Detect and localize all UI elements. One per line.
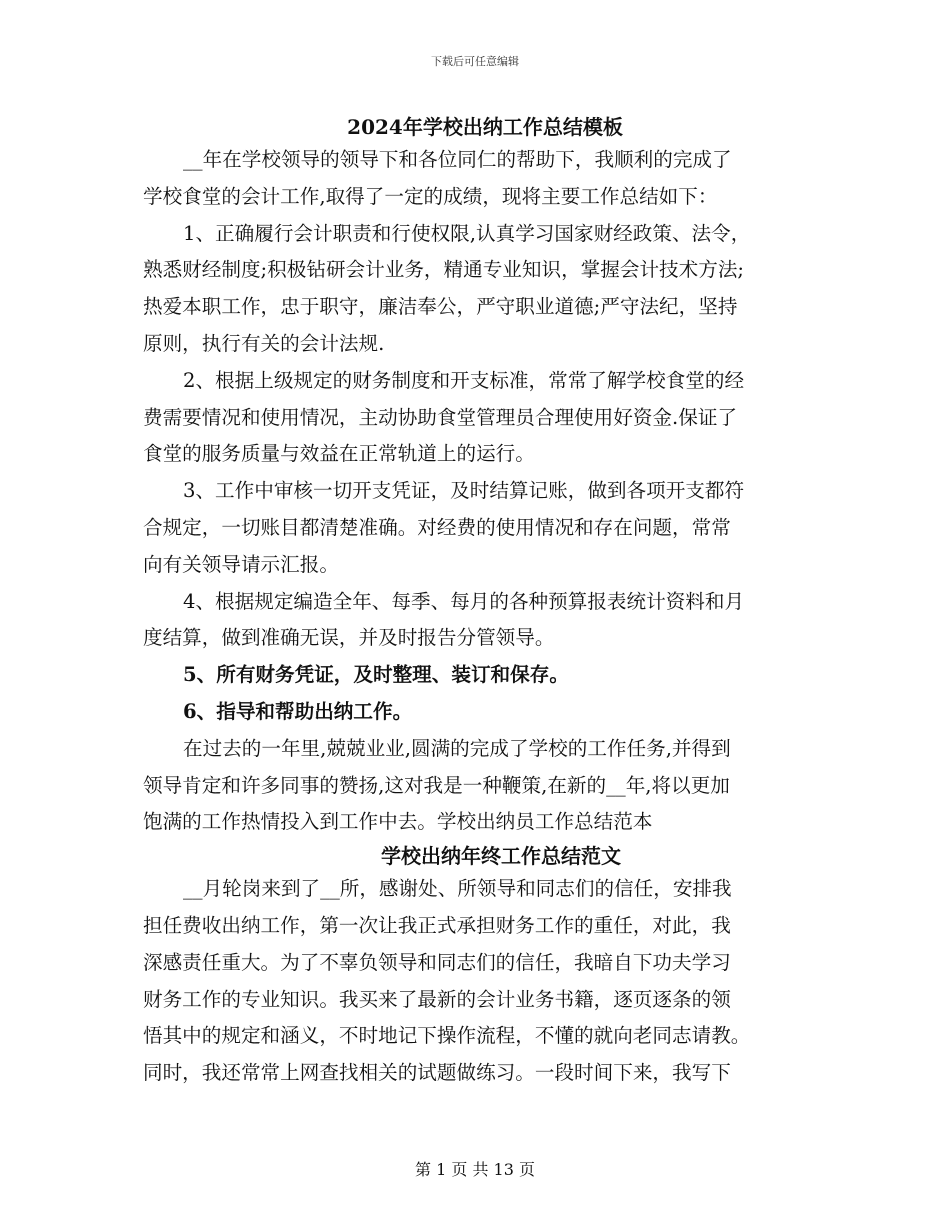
item-1-paragraph [143, 216, 815, 363]
section-2-line: 财务工作的专业知识。我买来了最新的会计业务书籍，逐页逐条的领 [143, 987, 731, 1011]
closing-line: 在过去的一年里,兢兢业业,圆满的完成了学校的工作任务,并得到 [183, 736, 731, 760]
section-2-line: 悟其中的规定和涵义，不时地记下操作流程，不懂的就向老同志请教。 [143, 1024, 751, 1048]
item-4-line: 4、根据规定编造全年、每季、每月的各种预算报表统计资料和月 [183, 589, 745, 613]
document-body [143, 112, 815, 1092]
intro-paragraph [143, 142, 815, 216]
intro-line: 学校食堂的会计工作,取得了一定的成绩，现将主要工作总结如下： [143, 184, 718, 208]
closing-paragraph [143, 731, 815, 841]
section-2-line: 担任费收出纳工作，第一次让我正式承担财务工作的重任，对此，我 [143, 913, 731, 937]
closing-line: 饱满的工作热情投入到工作中去。学校出纳员工作总结范本 [143, 810, 653, 834]
item-3-paragraph [143, 473, 815, 583]
item-4-paragraph [143, 584, 815, 658]
item-2-line: 食堂的服务质量与效益在正常轨道上的运行。 [143, 442, 535, 466]
section-2-title: 学校出纳年终工作总结范文 [381, 844, 621, 869]
intro-line: __年在学校领导的领导下和各位同仁的帮助下，我顺利的完成了 [183, 148, 732, 171]
document-title: 2024年学校出纳工作总结模板 [347, 115, 623, 139]
item-6-heading: 6、指导和帮助出纳工作。 [183, 699, 413, 723]
item-3-line: 合规定，一切账目都清楚准确。对经费的使用情况和存在问题，常常 [143, 515, 731, 539]
closing-line: 领导肯定和许多同事的赞扬,这对我是一种鞭策,在新的__年,将以更加 [143, 773, 730, 797]
item-4-line: 度结算，做到准确无误，并及时报告分管领导。 [143, 626, 555, 650]
section-2-line: 深感责任重大。为了不辜负领导和同志们的信任，我暗自下功夫学习 [143, 950, 731, 974]
section-2-line: __月轮岗来到了__所，感谢处、所领导和同志们的信任，安排我 [183, 877, 732, 901]
item-3-line: 3、工作中审核一切开支凭证，及时结算记账，做到各项开支都符 [183, 479, 745, 503]
section-2-paragraph [143, 871, 815, 1092]
item-3-line: 向有关领导请示汇报。 [143, 552, 339, 576]
item-5-heading: 5、所有财务凭证，及时整理、装订和保存。 [183, 663, 569, 687]
header-note: 下载后可任意编辑 [431, 55, 519, 68]
item-1-line: 热爱本职工作，忠于职守，廉洁奉公，严守职业道德;严守法纪，坚持 [143, 295, 738, 319]
item-2-line: 2、根据上级规定的财务制度和开支标准，常常了解学校食堂的经 [183, 368, 745, 392]
item-1-line: 1、正确履行会计职责和行使权限,认真学习国家财经政策、法令， [183, 221, 751, 245]
item-2-line: 费需要情况和使用情况，主动协助食堂管理员合理使用好资金.保证了 [143, 405, 738, 429]
page-number: 第 1 页 共 13 页 [415, 1160, 535, 1179]
item-1-line: 原则，执行有关的会计法规. [143, 331, 385, 355]
item-1-line: 熟悉财经制度;积极钻研会计业务，精通专业知识，掌握会计技术方法; [143, 258, 745, 282]
section-2-line: 同时，我还常常上网查找相关的试题做练习。一段时间下来，我写下 [143, 1061, 731, 1085]
item-2-paragraph [143, 363, 815, 473]
